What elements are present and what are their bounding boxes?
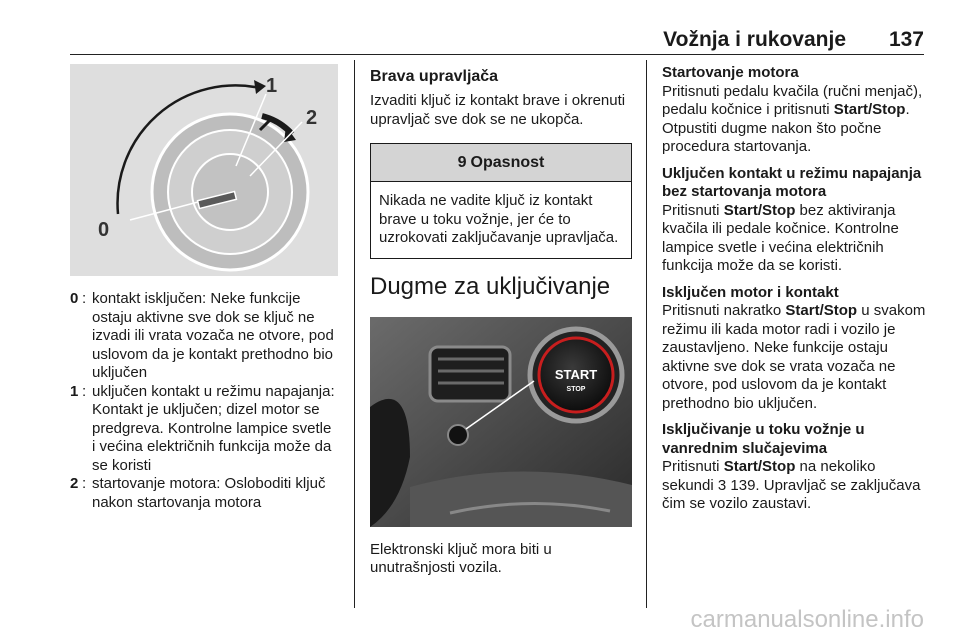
section-text <box>662 458 928 514</box>
legend-item <box>70 383 338 476</box>
text-run: bez aktiviranja kvačila ili pedale kočnice. Kontrolne lampice svetle i većina električnih funkcija može da se koristi. <box>662 201 899 274</box>
column-3 <box>662 64 928 522</box>
ignition-figure <box>70 64 338 276</box>
text-run: u svakom režimu ili kada motor radi i vozilo je zaustavljeno. Neke funkcije ostaju aktivne sve dok se vrata vozača ne otvore, pod uslovom da je kontakt prethodno bio uključen. <box>662 302 926 412</box>
text-run: Pritisnuti <box>662 458 724 475</box>
text-run: Pritisnuti pedalu kvačila (ručni menjač), pedalu kočnice i pritisnuti <box>662 82 923 118</box>
text-run: 139. Upravljač se zaključava čim se vozilo zaustavi. <box>662 476 921 512</box>
section-heading: Dugme za uključivanje <box>370 272 611 300</box>
section-heading: Startovanje motora <box>662 64 799 81</box>
figure-label-0: 0 <box>98 219 110 241</box>
start-button-illustration <box>370 317 632 527</box>
warning-icon: 9 <box>457 153 467 171</box>
header-title: Vožnja i rukovanje <box>663 28 846 51</box>
photo-caption: Elektronski ključ mora biti u unutrašnjosti vozila. <box>370 540 552 576</box>
legend-text: kontakt isključen: Neke funkcije ostaju aktivne sve dok se ključ ne izvadi ili vrata vozača ne otvore, pod uslovom da je kontakt prethodno bio uključen <box>92 290 334 381</box>
figure-label-2: 2 <box>306 107 318 129</box>
steering-lock-heading: Brava upravljača <box>370 68 499 85</box>
start-stop-keyword: Start/Stop <box>785 302 858 319</box>
column-1 <box>70 64 338 512</box>
section-start-engine <box>662 64 928 157</box>
text-run: na nekoliko sekundi <box>662 458 876 494</box>
start-button-photo <box>370 317 632 527</box>
legend-key: 2 <box>70 475 79 492</box>
watermark: carmanualsonline.info <box>690 606 924 633</box>
warning-header <box>371 144 631 182</box>
text-run: Pritisnuti nakratko <box>662 302 786 319</box>
section-emergency-off <box>662 421 928 514</box>
figure-legend <box>70 290 338 512</box>
column-2 <box>370 64 632 578</box>
legend-key: 1 <box>70 382 79 400</box>
start-label: START <box>554 366 598 382</box>
start-stop-keyword: Start/Stop <box>723 201 796 219</box>
column-divider-left <box>354 60 355 608</box>
text-run: . Otpustiti dugme nakon što počne procedura startovanja. <box>662 101 910 155</box>
legend-text: uključen kontakt u režimu napajanja: Kontakt je uključen; dizel motor se predgreva. Kontrolne lampice svetle i većina električnih funkcija može da se koristi <box>92 382 335 474</box>
legend-item <box>70 475 338 512</box>
column-divider-right <box>646 60 647 608</box>
page-number: 137 <box>888 28 924 51</box>
legend-item <box>70 290 338 383</box>
warning-title: Opasnost <box>470 153 545 171</box>
figure-label-1: 1 <box>266 75 278 97</box>
legend-key: 0 <box>70 290 79 307</box>
legend-separator: : <box>82 382 87 400</box>
ignition-illustration <box>70 64 338 276</box>
text-run: Pritisnuti <box>662 201 724 219</box>
page-reference-icon[interactable]: 3 <box>717 476 727 494</box>
section-heading: Isključen motor i kontakt <box>662 283 839 301</box>
header-rule <box>70 54 924 55</box>
legend-separator: : <box>82 290 87 307</box>
steering-lock-text: Izvaditi ključ iz kontakt brave i okrenuti upravljač sve dok se ne ukopča. <box>370 92 626 128</box>
start-stop-keyword: Start/Stop <box>833 101 906 118</box>
section-text <box>662 83 928 157</box>
legend-separator: : <box>82 475 87 492</box>
stop-label: STOP <box>566 385 586 393</box>
section-power-mode <box>662 165 928 276</box>
section-heading: Uključen kontakt u režimu napajanja bez startovanja motora <box>662 164 922 200</box>
warning-text: Nikada ne vadite ključ iz kontakt brave u toku vožnje, jer će to uzrokovati zaključavanje upravljača. <box>379 192 619 246</box>
legend-text: startovanje motora: Osloboditi ključ nakon startovanja motora <box>92 475 326 511</box>
section-text <box>662 202 928 276</box>
warning-box <box>370 143 632 259</box>
start-stop-keyword: Start/Stop <box>723 458 796 475</box>
section-heading: Isključivanje u toku vožnje u vanrednim slučajevima <box>662 421 865 457</box>
section-text <box>662 302 928 413</box>
section-engine-off <box>662 284 928 414</box>
